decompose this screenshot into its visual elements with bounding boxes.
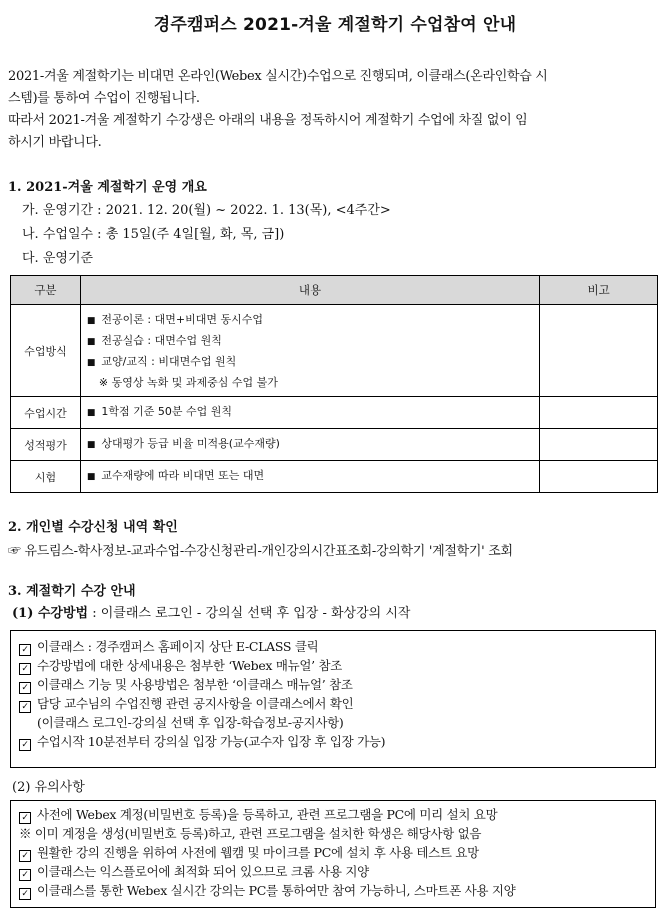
- list-item-sub: (이클래스 로그인-강의실 선택 후 입장-학습정보-공지사항): [37, 715, 344, 730]
- square-bullet-icon: ■: [86, 408, 96, 418]
- list-item: ■ 1학점 기준 50분 수업 원칙: [86, 405, 233, 418]
- operation-table: [10, 275, 658, 493]
- table-header-row: [11, 276, 658, 305]
- table-row: [11, 429, 658, 461]
- square-bullet-icon: ■: [86, 336, 96, 347]
- table-row: [11, 461, 658, 493]
- intro-line-4: 하시기 바랍니다.: [8, 135, 102, 150]
- list-item: ✓ 이클래스 : 경주캠퍼스 홈페이지 상단 E-CLASS 클릭: [11, 637, 655, 656]
- list-item: ■ 교양/교직 : 비대면수업 원칙: [86, 354, 237, 368]
- page-title: 경주캠퍼스 2021-겨울 계절학기 수업참여 안내: [153, 15, 517, 35]
- method-line: [12, 602, 410, 621]
- checkbox-checked-icon: ✓: [19, 663, 31, 675]
- row-content: [80, 461, 539, 493]
- row-content: [80, 429, 539, 461]
- row-remarks: [540, 461, 658, 493]
- method-label: (1) 수강방법: [12, 606, 89, 621]
- checkbox-checked-icon: ✓: [19, 701, 31, 713]
- row-content: [80, 397, 539, 429]
- operation-period: 가. 운영기간 : 2021. 12. 20(월) ~ 2022. 1. 13(목), <4주간>: [22, 203, 391, 218]
- header-content: 내용: [80, 276, 539, 305]
- square-bullet-icon: ■: [86, 315, 96, 326]
- row-remarks: [540, 429, 658, 461]
- method-text: : 이클래스 로그인 - 강의실 선택 후 입장 - 화상강의 시작: [88, 606, 411, 621]
- table-row: [11, 397, 658, 429]
- class-days: 나. 수업일수 : 총 15일(주 4일[월, 화, 목, 금]): [22, 227, 285, 242]
- schedule-lookup-path: ☞ 유드림스-학사정보-교과수업-수강신청관리-개인강의시간표조회-강의학기 '계절학기' 조회: [8, 544, 513, 559]
- row-category: 수업시간: [11, 397, 81, 429]
- section3-heading: 3. 계절학기 수강 안내: [8, 584, 136, 599]
- intro-line-3: 따라서 2021-겨울 계절학기 수강생은 아래의 내용을 정독하시어 계절학기 수업에 차질 없이 임: [8, 113, 528, 128]
- operation-criteria: 다. 운영기준: [22, 251, 94, 266]
- checkbox-checked-icon: ✓: [19, 869, 31, 881]
- list-item: ✓ 사전에 Webex 계정(비밀번호 등록)을 등록하고, 관련 프로그램을 PC에 미리 설치 요망: [11, 805, 655, 824]
- checkbox-checked-icon: ✓: [19, 739, 31, 751]
- list-item: ✓ 이클래스는 익스플로어에 최적화 되어 있으므로 크롬 사용 지양: [11, 862, 655, 881]
- checkbox-checked-icon: ✓: [19, 888, 31, 900]
- method-checklist: [10, 630, 656, 768]
- caution-label: (2) 유의사항: [12, 780, 85, 795]
- list-item: ✓ 수업시작 10분전부터 강의실 입장 가능(교수자 입장 후 입장 가능): [11, 732, 655, 751]
- table-row: [11, 305, 658, 397]
- checkbox-checked-icon: ✓: [19, 682, 31, 694]
- list-item: ✓ 원활한 강의 진행을 위하여 사전에 웹캠 및 마이크를 PC에 설치 후 사용 테스트 요망: [11, 843, 655, 862]
- header-remarks: 비고: [540, 276, 658, 305]
- row-category: 시험: [11, 461, 81, 493]
- row-note: ※ 동영상 녹화 및 과제중심 수업 불가: [98, 375, 278, 389]
- list-item: ✓ 이클래스를 통한 Webex 실시간 강의는 PC를 통하여만 참여 가능하니, 스마트폰 사용 지양: [11, 881, 655, 900]
- row-category: 성적평가: [11, 429, 81, 461]
- list-item: ✓ 담당 교수님의 수업진행 관련 공지사항을 이클래스에서 확인: [11, 694, 655, 713]
- list-item: ■ 전공실습 : 대면수업 원칙: [86, 333, 222, 347]
- section1-heading: 1. 2021-겨울 계절학기 운영 개요: [8, 180, 207, 195]
- list-item: ■ 전공이론 : 대면+비대면 동시수업: [86, 312, 263, 326]
- row-remarks: [540, 305, 658, 397]
- checkbox-checked-icon: ✓: [19, 812, 31, 824]
- list-item: ■ 상대평가 등급 비율 미적용(교수재량): [86, 437, 280, 450]
- caution-checklist: [10, 800, 656, 908]
- square-bullet-icon: ■: [86, 472, 96, 482]
- checkbox-checked-icon: ✓: [19, 644, 31, 656]
- list-item-note: ※ 이미 계정을 생성(비밀번호 등록)하고, 관련 프로그램을 설치한 학생은 해당사항 없음: [19, 826, 482, 841]
- list-item: ✓ 이클래스 기능 및 사용방법은 첨부한 ‘이클래스 매뉴얼’ 참조: [11, 675, 655, 694]
- square-bullet-icon: ■: [86, 357, 96, 368]
- row-content: [80, 305, 539, 397]
- header-category: 구분: [11, 276, 81, 305]
- list-item: ■ 교수재량에 따라 비대면 또는 대면: [86, 469, 265, 482]
- square-bullet-icon: ■: [86, 440, 96, 450]
- checkbox-checked-icon: ✓: [19, 850, 31, 862]
- row-remarks: [540, 397, 658, 429]
- intro-line-2: 스템)를 통하여 수업이 진행됩니다.: [8, 91, 200, 106]
- intro-line-1: 2021-겨울 계절학기는 비대면 온라인(Webex 실시간)수업으로 진행되며, 이클래스(온라인학습 시: [8, 69, 548, 84]
- section2-heading: 2. 개인별 수강신청 내역 확인: [8, 520, 178, 535]
- row-category: 수업방식: [11, 305, 81, 397]
- list-item: ✓ 수강방법에 대한 상세내용은 첨부한 ‘Webex 매뉴얼’ 참조: [11, 656, 655, 675]
